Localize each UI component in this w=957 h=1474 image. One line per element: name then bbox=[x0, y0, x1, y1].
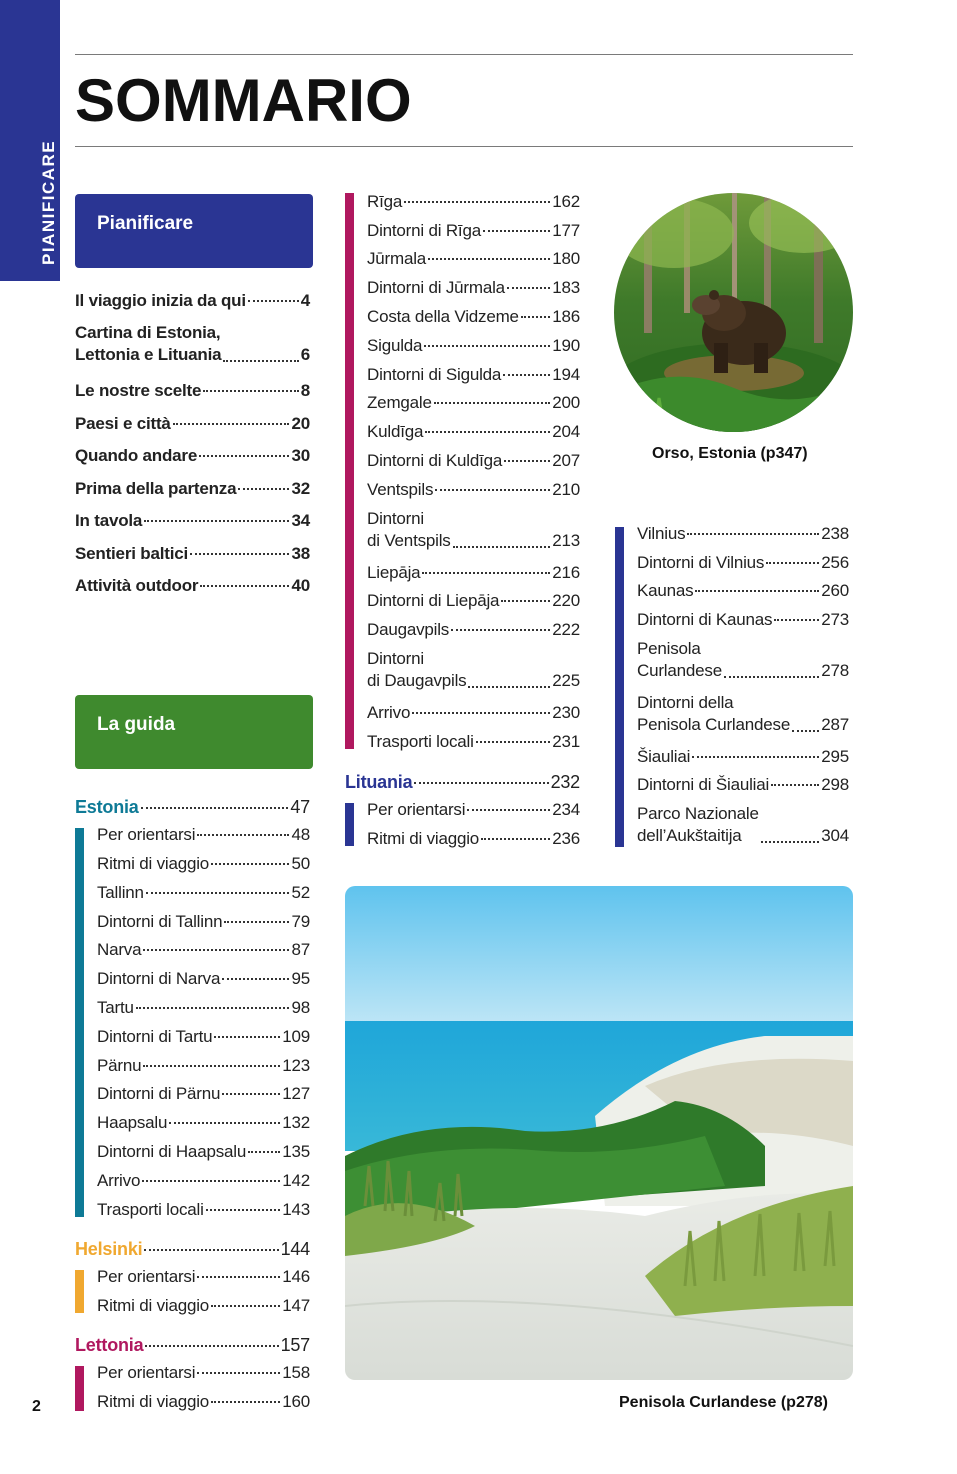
toc-entry[interactable]: Dintorni di Liepāja 220 bbox=[367, 591, 580, 610]
toc-entry[interactable]: Tallinn 52 bbox=[97, 883, 310, 902]
top-rule bbox=[75, 54, 853, 55]
section-label: Pianificare bbox=[97, 213, 194, 234]
toc-entry[interactable]: Per orientarsi 48 bbox=[97, 825, 310, 844]
dunes-photo-caption: Penisola Curlandese (p278) bbox=[619, 1394, 828, 1411]
toc-entry[interactable]: Jūrmala 180 bbox=[367, 249, 580, 268]
toc-entry[interactable]: In tavola 34 bbox=[75, 511, 310, 530]
bear-photo-caption: Orso, Estonia (p347) bbox=[652, 445, 808, 462]
country-heading-estonia[interactable]: Estonia 47 bbox=[75, 797, 310, 817]
toc-entry[interactable]: Dintorni di Sigulda 194 bbox=[367, 365, 580, 384]
toc-entry[interactable]: Penisola Curlandese 278 bbox=[637, 639, 849, 680]
bear-photo bbox=[614, 193, 853, 432]
toc-entry[interactable]: Attività outdoor 40 bbox=[75, 576, 310, 595]
toc-entry[interactable]: Dintorni di Kaunas 273 bbox=[637, 610, 849, 629]
toc-entry[interactable]: Ritmi di viaggio 147 bbox=[97, 1296, 310, 1315]
country-heading-lettonia[interactable]: Lettonia 157 bbox=[75, 1335, 310, 1355]
toc-entry[interactable]: Quando andare 30 bbox=[75, 446, 310, 465]
toc-entry[interactable]: Dintorni di Šiauliai 298 bbox=[637, 775, 849, 794]
toc-entry[interactable]: Parco Nazionale dell’Aukštaitija 304 bbox=[637, 804, 849, 845]
toc-entry[interactable]: Dintorni di Tartu 109 bbox=[97, 1027, 310, 1046]
toc-entry[interactable]: Arrivo 230 bbox=[367, 703, 580, 722]
toc-entry[interactable]: Ventspils 210 bbox=[367, 480, 580, 499]
lettonia-color-bar bbox=[75, 1366, 84, 1411]
dunes-photo bbox=[345, 886, 853, 1380]
toc-entry[interactable]: Trasporti locali 231 bbox=[367, 732, 580, 751]
toc-entry[interactable]: Per orientarsi 234 bbox=[367, 800, 580, 819]
toc-entry[interactable]: Haapsalu 132 bbox=[97, 1113, 310, 1132]
section-label: La guida bbox=[97, 714, 176, 735]
toc-entry[interactable]: Per orientarsi 158 bbox=[97, 1363, 310, 1382]
estonia-color-bar bbox=[75, 828, 84, 1217]
toc-entry[interactable]: Dintorni di Vilnius 256 bbox=[637, 553, 849, 572]
toc-entry[interactable]: Paesi e città 20 bbox=[75, 414, 310, 433]
page-number: 2 bbox=[32, 1398, 41, 1415]
toc-entry[interactable]: Dintorni di Rīga 177 bbox=[367, 221, 580, 240]
toc-entry[interactable]: Narva 87 bbox=[97, 940, 310, 959]
toc-entry[interactable]: Liepāja 216 bbox=[367, 563, 580, 582]
toc-entry[interactable]: Tartu 98 bbox=[97, 998, 310, 1017]
toc-entry[interactable]: Daugavpils 222 bbox=[367, 620, 580, 639]
toc-entry[interactable]: Ritmi di viaggio 50 bbox=[97, 854, 310, 873]
toc-entry[interactable]: Cartina di Estonia, Lettonia e Lituania 6 bbox=[75, 323, 310, 364]
toc-entry[interactable]: Dintorni della Penisola Curlandese 287 bbox=[637, 693, 849, 734]
page-title: SOMMARIO bbox=[75, 67, 412, 134]
section-header-pianificare bbox=[75, 194, 313, 268]
toc-entry[interactable]: Dintorni di Haapsalu 135 bbox=[97, 1142, 310, 1161]
side-tab-label: PIANIFICARE bbox=[39, 139, 58, 265]
section-header-la-guida bbox=[75, 695, 313, 769]
country-heading-lituania[interactable]: Lituania 232 bbox=[345, 772, 580, 792]
toc-entry[interactable]: Sentieri baltici 38 bbox=[75, 544, 310, 563]
toc-entry[interactable]: Ritmi di viaggio 160 bbox=[97, 1392, 310, 1411]
toc-entry[interactable]: Le nostre scelte 8 bbox=[75, 381, 310, 400]
helsinki-color-bar bbox=[75, 1270, 84, 1313]
toc-entry[interactable]: Sigulda 190 bbox=[367, 336, 580, 355]
toc-entry[interactable]: Dintorni di Pärnu 127 bbox=[97, 1084, 310, 1103]
toc-entry[interactable]: Arrivo 142 bbox=[97, 1171, 310, 1190]
toc-entry[interactable]: Dintorni di Jūrmala 183 bbox=[367, 278, 580, 297]
toc-entry[interactable]: Dintorni di Narva 95 bbox=[97, 969, 310, 988]
toc-entry[interactable]: Rīga 162 bbox=[367, 192, 580, 211]
toc-entry[interactable]: Il viaggio inizia da qui 4 bbox=[75, 291, 310, 310]
lituania-color-bar bbox=[345, 803, 354, 846]
side-tab bbox=[0, 0, 60, 281]
toc-entry[interactable]: Zemgale 200 bbox=[367, 393, 580, 412]
toc-entry[interactable]: Ritmi di viaggio 236 bbox=[367, 829, 580, 848]
lettonia-color-bar-continued bbox=[345, 193, 354, 749]
toc-entry[interactable]: Dintorni di Ventspils 213 bbox=[367, 509, 580, 550]
toc-entry[interactable]: Dintorni di Tallinn 79 bbox=[97, 912, 310, 931]
toc-entry[interactable]: Dintorni di Kuldīga 207 bbox=[367, 451, 580, 470]
toc-entry[interactable]: Pärnu 123 bbox=[97, 1056, 310, 1075]
toc-entry[interactable]: Trasporti locali 143 bbox=[97, 1200, 310, 1219]
country-heading-helsinki[interactable]: Helsinki 144 bbox=[75, 1239, 310, 1259]
toc-entry[interactable]: Costa della Vidzeme 186 bbox=[367, 307, 580, 326]
toc-entry[interactable]: Kaunas 260 bbox=[637, 581, 849, 600]
toc-entry[interactable]: Per orientarsi 146 bbox=[97, 1267, 310, 1286]
toc-entry[interactable]: Šiauliai 295 bbox=[637, 747, 849, 766]
title-rule bbox=[75, 146, 853, 147]
toc-entry[interactable]: Dintorni di Daugavpils 225 bbox=[367, 649, 580, 690]
toc-entry[interactable]: Vilnius 238 bbox=[637, 524, 849, 543]
lituania-color-bar-continued bbox=[615, 527, 624, 847]
toc-entry[interactable]: Kuldīga 204 bbox=[367, 422, 580, 441]
toc-entry[interactable]: Prima della partenza 32 bbox=[75, 479, 310, 498]
